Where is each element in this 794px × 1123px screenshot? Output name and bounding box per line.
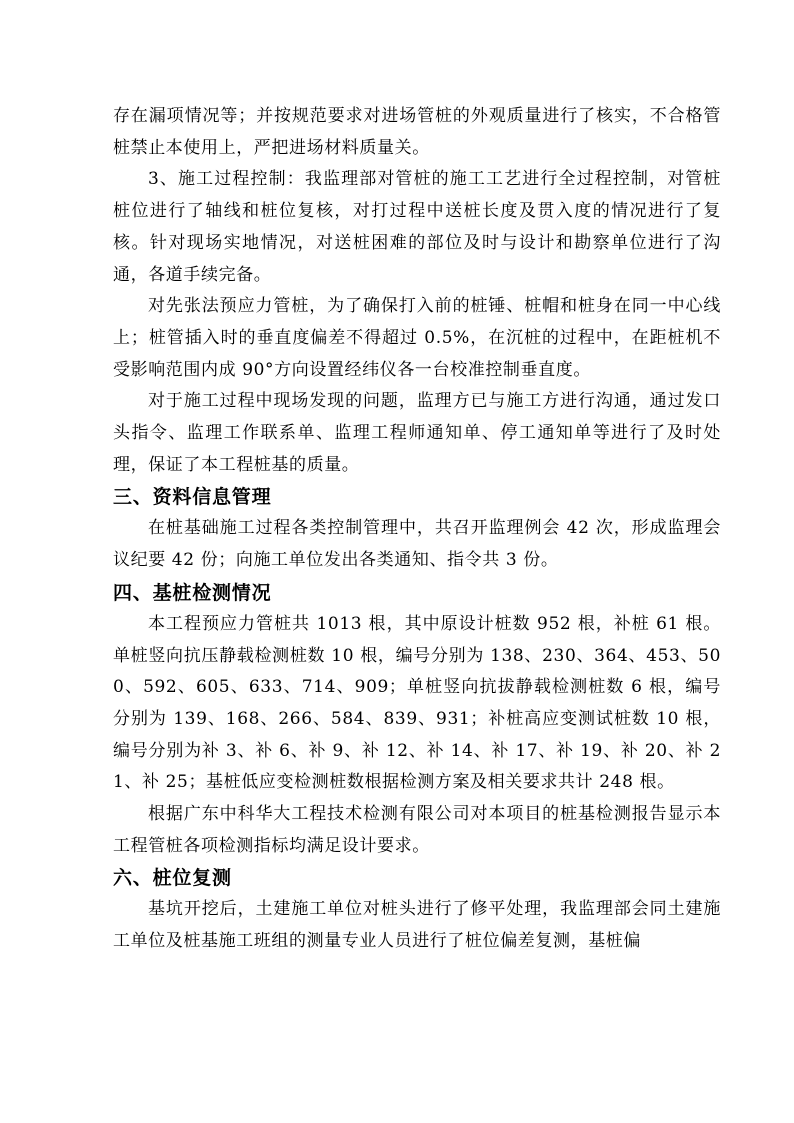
- paragraph-test-report: 根据广东中科华大工程技术检测有限公司对本项目的桩基检测报告显示本工程管桩各项检测指标均满足设计要求。: [113, 804, 721, 856]
- section-heading-pile-testing: 四、基桩检测情况: [113, 581, 272, 604]
- section-heading-pile-position-recheck: 六、桩位复测: [113, 867, 232, 890]
- paragraph-pile-position-recheck: 基坑开挖后，土建施工单位对桩头进行了修平处理，我监理部会同土建施工单位及桩基施工班组的测量专业人员进行了桩位偏差复测，基桩偏: [113, 899, 721, 952]
- paragraph-meetings: 在桩基础施工过程各类控制管理中，共召开监理例会 42 次，形成监理会议纪要 42 份；向施工单位发出各类通知、指令共 3 份。: [113, 518, 721, 571]
- paragraph-verticality-control: 对先张法预应力管桩，为了确保打入前的桩锤、桩帽和桩身在同一中心线上；桩管插入时的垂直度偏差不得超过 0.5%，在沉桩的过程中，在距桩机不受影响范围内成 90°方向设置经纬仪各一台校准控制垂直度。: [113, 296, 721, 380]
- paragraph-inspection-end: 存在漏项情况等；并按规范要求对进场管桩的外观质量进行了核实，不合格管桩禁止本使用上，严把进场材料质量关。: [113, 106, 721, 158]
- paragraph-issue-handling: 对于施工过程中现场发现的问题，监理方已与施工方进行沟通，通过发口头指令、监理工作联系单、监理工程师通知单、停工通知单等进行了及时处理，保证了本工程桩基的质量。: [113, 391, 721, 475]
- section-heading-information-management: 三、资料信息管理: [113, 486, 272, 509]
- paragraph-construction-control: 3、施工过程控制：我监理部对管桩的施工工艺进行全过程控制，对管桩桩位进行了轴线和桩位复核，对打过程中送桩长度及贯入度的情况进行了复核。针对现场实地情况，对送桩困难的部位及时与设计和勘察单位进行了沟通，各道手续完备。: [113, 169, 721, 285]
- paragraph-pile-counts: 本工程预应力管桩共 1013 根，其中原设计桩数 952 根，补桩 61 根。单桩竖向抗压静载检测桩数 10 根，编号分别为 138、230、364、453、500、592、605、633、714、909；单桩竖向抗拔静载检测桩数 6 根，编号分别为 139、168、266、584、839、931；补桩高应变测试桩数 10 根，编号分别为补 3、补 6、补 9、补 12、补 14、补 17、补 19、补 20、补 21、补 25；基桩低应变检测桩数根据检测方案及相关要求共计 248 根。: [113, 613, 721, 793]
- document-body: [113, 101, 721, 958]
